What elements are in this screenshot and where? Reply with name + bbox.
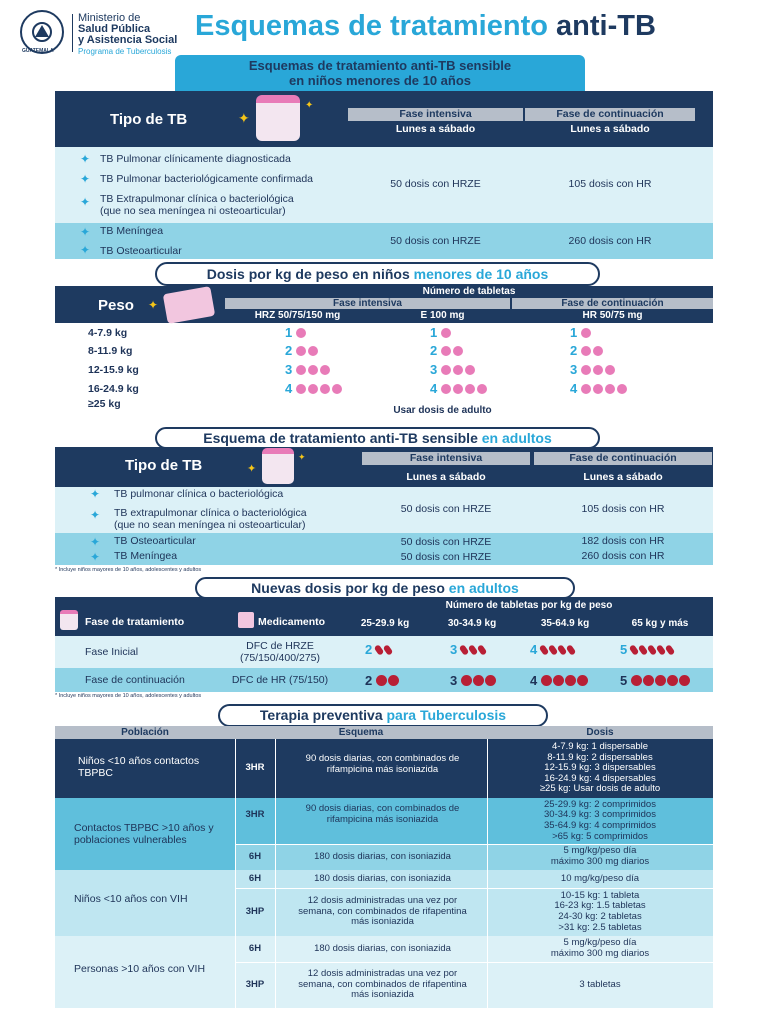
- page-title: Esquemas de tratamiento anti-TB: [195, 10, 656, 42]
- pill-icon: [477, 384, 487, 394]
- fase-intensiva-header: Fase intensiva: [362, 452, 530, 465]
- capsule-icon: [629, 644, 640, 656]
- pill-icon: [441, 328, 451, 338]
- pill-icon: [296, 346, 306, 356]
- weight-range: ≥25 kg: [88, 398, 121, 410]
- tb-type-label: TB pulmonar clínica o bacteriológica: [114, 488, 284, 500]
- star-bullet-icon: ✦: [90, 508, 101, 522]
- tablet-number: 3: [570, 362, 578, 378]
- scheme-desc: 180 dosis diarias, con isoniazida: [314, 942, 451, 954]
- weight-header: 30-34.9 kg: [447, 618, 497, 629]
- pill-icon: [453, 365, 463, 375]
- capsule-icon: [548, 644, 559, 656]
- sparkle-icon: ✦: [148, 298, 159, 312]
- tb-type-label: TB Osteoarticular: [114, 535, 196, 547]
- scheme-desc: 12 dosis administradas una vez por semana, con combinados de rifapentina más isoniazida: [298, 895, 467, 928]
- population-cell: Niños <10 años con VIH: [74, 893, 188, 906]
- dose-cell: 5 mg/kg/peso día máximo 300 mg diarios: [550, 937, 650, 959]
- section5-banner: Terapia preventiva para Tuberculosis: [218, 704, 548, 727]
- tablet-icon: [667, 675, 678, 686]
- fase-continuacion-header: Fase de continuación: [512, 298, 713, 309]
- dose-cell: 10-15 kg: 1 tableta 16-23 kg: 1.5 tabletas 24-30 kg: 2 tabletas >31 kg: 2.5 tabletas: [554, 889, 646, 933]
- pill-icon: [441, 384, 451, 394]
- tb-type-label: TB Pulmonar clínicamente diagnosticada: [100, 153, 291, 165]
- drug-header: E 100 mg: [420, 310, 465, 321]
- pill-bottle-icon: [256, 95, 300, 141]
- esquema-header: Esquema: [338, 727, 384, 738]
- tb-type-label: TB Extrapulmonar clínica o bacteriológica: [100, 193, 294, 205]
- tablet-icon: [541, 675, 552, 686]
- capsule-icon: [638, 644, 649, 656]
- tablet-icon: [679, 675, 690, 686]
- sparkle-icon: ✦: [305, 100, 314, 111]
- scheme-code: 6H: [248, 850, 262, 862]
- tablet-number: 4: [285, 381, 293, 397]
- pill-icon: [581, 384, 591, 394]
- pill-blister-icon: [238, 612, 254, 628]
- section3-tipo-label: Tipo de TB: [125, 457, 203, 474]
- dose-cell: 4-7.9 kg: 1 dispersable 8-11.9 kg: 2 dispersables 12-15.9 kg: 3 dispersables 16-24.9 kg: 4 dispersables ≥25 kg: Usar dosis de adulto: [539, 740, 661, 795]
- capsule-icon: [468, 644, 479, 656]
- phase-label: Fase Inicial: [85, 646, 139, 658]
- num-tabletas-header: Número de tabletas por kg de peso: [445, 600, 613, 611]
- weight-header: 35-64.9 kg: [540, 618, 590, 629]
- schedule-label: Lunes a sábado: [395, 123, 476, 135]
- pill-icon: [617, 384, 627, 394]
- dose-value: 50 dosis con HRZE: [400, 551, 492, 563]
- pill-icon: [593, 365, 603, 375]
- scheme-code: 3HR: [245, 762, 265, 774]
- capsule-icon: [557, 644, 568, 656]
- tablet-icon: [553, 675, 564, 686]
- pill-icon: [296, 365, 306, 375]
- pill-icon: [581, 328, 591, 338]
- tablet-count: [430, 342, 465, 360]
- tablet-icon: [473, 675, 484, 686]
- tablet-number: 1: [430, 325, 438, 341]
- tb-type-label: TB Meníngea: [100, 225, 164, 237]
- tablet-number: 4: [430, 381, 438, 397]
- tb-type-label: TB Osteoarticular: [100, 245, 182, 257]
- fase-continuacion-header: Fase de continuación: [525, 108, 695, 121]
- scheme-code: 3HP: [245, 905, 265, 917]
- star-bullet-icon: ✦: [80, 195, 91, 209]
- drug-header: HRZ 50/75/150 mg: [254, 310, 341, 321]
- tablet-icon: [631, 675, 642, 686]
- schedule-label: Lunes a sábado: [406, 471, 486, 483]
- scheme-desc: 180 dosis diarias, con isoniazida: [314, 872, 451, 884]
- tablet-count: [430, 380, 489, 398]
- tablet-count: [365, 641, 394, 659]
- sparkle-icon: ✦: [298, 452, 306, 462]
- pill-icon: [465, 384, 475, 394]
- dose-cell: 5 mg/kg/peso día máximo 300 mg diarios: [550, 845, 650, 867]
- pill-bottle-icon: [60, 610, 78, 630]
- pill-icon: [453, 384, 463, 394]
- pill-icon: [453, 346, 463, 356]
- adult-dose-note: Usar dosis de adulto: [393, 405, 492, 416]
- star-bullet-icon: ✦: [90, 550, 101, 564]
- dose-value: 50 dosis con HRZE: [390, 178, 481, 190]
- population-cell: Contactos TBPBC >10 años y poblaciones vulnerables: [74, 822, 214, 846]
- tablet-count: [430, 324, 453, 342]
- star-bullet-icon: ✦: [90, 487, 101, 501]
- scheme-code: 3HP: [245, 978, 265, 990]
- fase-intensiva-header: Fase intensiva: [348, 108, 523, 121]
- ministry-name: Ministerio de Salud Pública y Asistencia Social Programa de Tuberculosis: [78, 12, 178, 56]
- weight-header: 65 kg y más: [631, 618, 689, 629]
- tablet-number: 1: [570, 325, 578, 341]
- dose-value: 105 dosis con HR: [581, 503, 665, 515]
- tablet-count: [530, 672, 589, 690]
- pill-icon: [308, 384, 318, 394]
- tablet-count: [285, 380, 344, 398]
- pill-icon: [308, 365, 318, 375]
- tablet-count: [285, 361, 332, 379]
- pill-icon: [581, 346, 591, 356]
- tablet-icon: [643, 675, 654, 686]
- tablet-number: 2: [285, 343, 293, 359]
- tablet-count: [570, 380, 629, 398]
- tablet-count: [570, 361, 617, 379]
- tablet-icon: [461, 675, 472, 686]
- scheme-code: 6H: [248, 872, 262, 884]
- tablet-number: 4: [570, 381, 578, 397]
- star-bullet-icon: ✦: [80, 172, 91, 186]
- tablet-icon: [655, 675, 666, 686]
- tablet-number: 2: [430, 343, 438, 359]
- weight-range: 16-24.9 kg: [88, 383, 139, 395]
- dosis-header: Dosis: [586, 727, 614, 738]
- sparkle-icon: ✦: [247, 463, 257, 475]
- section2-banner: Dosis por kg de peso en niños menores de 10 años: [155, 262, 600, 286]
- tablet-number: 2: [365, 642, 373, 658]
- pill-icon: [441, 365, 451, 375]
- dose-value: 182 dosis con HR: [581, 535, 665, 547]
- tablet-number: 3: [430, 362, 438, 378]
- schedule-label: Lunes a sábado: [570, 123, 650, 135]
- tablet-count: [530, 641, 577, 659]
- tablet-number: 2: [570, 343, 578, 359]
- pill-icon: [581, 365, 591, 375]
- tablet-count: [285, 324, 308, 342]
- capsule-icon: [374, 644, 385, 656]
- tablet-number: 3: [450, 642, 458, 658]
- poblacion-header: Población: [121, 727, 169, 738]
- star-bullet-icon: ✦: [80, 243, 91, 257]
- peso-label: Peso: [98, 297, 134, 314]
- drug-label: (75/150/400/275): [240, 652, 320, 664]
- quetzal-emblem-icon: [27, 17, 57, 47]
- dose-value: 50 dosis con HRZE: [390, 235, 481, 247]
- tablet-icon: [485, 675, 496, 686]
- tablet-count: [620, 672, 691, 690]
- weight-range: 8-11.9 kg: [88, 345, 133, 357]
- capsule-icon: [477, 644, 488, 656]
- tablet-count: [570, 342, 605, 360]
- scheme-desc: 90 dosis diarias, con combinados de rifampicina más isoniazida: [305, 753, 460, 775]
- tablet-number: 3: [450, 673, 458, 689]
- pill-icon: [605, 365, 615, 375]
- capsule-icon: [539, 644, 550, 656]
- section1-banner: Esquemas de tratamiento anti-TB sensible en niños menores de 10 años: [175, 55, 585, 91]
- weight-range: 4-7.9 kg: [88, 327, 128, 339]
- capsule-icon: [566, 644, 577, 656]
- tablet-number: 5: [620, 642, 628, 658]
- tablet-number: 4: [530, 673, 538, 689]
- capsule-icon: [656, 644, 667, 656]
- pill-icon: [332, 384, 342, 394]
- fase-continuacion-header: Fase de continuación: [534, 452, 712, 465]
- pill-icon: [320, 365, 330, 375]
- medicamento-header: Medicamento: [258, 616, 326, 628]
- tablet-count: [620, 641, 676, 659]
- dose-value: 260 dosis con HR: [568, 235, 652, 247]
- section1-tipo-label: Tipo de TB: [110, 111, 188, 128]
- pill-bottle-icon: [262, 448, 294, 484]
- pill-icon: [296, 328, 306, 338]
- scheme-desc: 90 dosis diarias, con combinados de rifampicina más isoniazida: [305, 803, 460, 825]
- capsule-icon: [647, 644, 658, 656]
- pill-icon: [441, 346, 451, 356]
- drug-label: DFC de HR (75/150): [231, 674, 329, 686]
- dose-value: 50 dosis con HRZE: [400, 536, 492, 548]
- num-tabletas-header: Número de tabletas: [422, 286, 516, 297]
- dose-value: 50 dosis con HRZE: [400, 503, 492, 515]
- tb-type-note: (que no sean meníngea ni osteoarticular): [114, 519, 306, 531]
- dose-value: 260 dosis con HR: [581, 550, 665, 562]
- capsule-icon: [459, 644, 470, 656]
- schedule-label: Lunes a sábado: [583, 471, 663, 483]
- tablet-icon: [577, 675, 588, 686]
- dose-cell: 10 mg/kg/peso día: [560, 872, 640, 884]
- tablet-number: 1: [285, 325, 293, 341]
- tb-type-label: TB extrapulmonar clínica o bacteriológica: [114, 507, 307, 519]
- capsule-icon: [665, 644, 676, 656]
- fase-intensiva-header: Fase intensiva: [225, 298, 510, 309]
- tablet-icon: [565, 675, 576, 686]
- tablet-count: [450, 641, 488, 659]
- star-bullet-icon: ✦: [80, 152, 91, 166]
- tb-type-note: (que no sea meníngea ni osteoarticular): [100, 205, 286, 217]
- dose-cell: 25-29.9 kg: 2 comprimidos 30-34.9 kg: 3 comprimidos 35-64.9 kg: 4 comprimidos >65 kg: 5 comprimidos: [544, 798, 656, 842]
- phase-label: Fase de continuación: [85, 674, 185, 686]
- tablet-number: 3: [285, 362, 293, 378]
- tablet-count: [285, 342, 320, 360]
- scheme-code: 3HR: [245, 809, 265, 821]
- population-cell: Personas >10 años con VIH: [74, 963, 206, 976]
- scheme-desc: 12 dosis administradas una vez por semana, con combinados de rifapentina más isoniazida: [298, 968, 467, 1001]
- tablet-count: [450, 672, 497, 690]
- sparkle-icon: ✦: [238, 110, 250, 126]
- star-bullet-icon: ✦: [90, 535, 101, 549]
- pill-icon: [593, 346, 603, 356]
- tablet-icon: [388, 675, 399, 686]
- pill-icon: [593, 384, 603, 394]
- population-cell: Niños <10 años contactos TBPBC: [78, 754, 200, 779]
- weight-range: 12-15.9 kg: [88, 364, 139, 376]
- tb-type-label: TB Pulmonar bacteriológicamente confirmada: [100, 173, 314, 185]
- star-bullet-icon: ✦: [80, 225, 91, 239]
- tablet-count: [570, 324, 593, 342]
- tablet-count: [430, 361, 477, 379]
- pill-icon: [296, 384, 306, 394]
- scheme-desc: 180 dosis diarias, con isoniazida: [314, 850, 451, 862]
- tablet-number: 5: [620, 673, 628, 689]
- tablet-icon: [376, 675, 387, 686]
- tablet-number: 4: [530, 642, 538, 658]
- fase-tratamiento-header: Fase de tratamiento: [85, 616, 185, 628]
- tb-type-label: TB Meníngea: [114, 550, 178, 562]
- footnote: * Incluye niños mayores de 10 años, adolescentes y adultos: [55, 693, 202, 699]
- drug-label: DFC de HRZE: [246, 640, 314, 652]
- section3-banner: Esquema de tratamiento anti-TB sensible en adultos: [155, 427, 600, 449]
- pill-icon: [308, 346, 318, 356]
- section4-banner: Nuevas dosis por kg de peso en adultos: [195, 577, 575, 599]
- drug-header: HR 50/75 mg: [582, 310, 643, 321]
- tablet-number: 2: [365, 673, 373, 689]
- dose-cell: 3 tabletas: [579, 978, 621, 990]
- footnote: * Incluye niños mayores de 10 años, adolescentes y adultos: [55, 567, 202, 573]
- scheme-code: 6H: [248, 942, 262, 954]
- seal-text: GUATEMALA: [22, 48, 54, 54]
- weight-header: 25-29.9 kg: [360, 618, 410, 629]
- pill-icon: [465, 365, 475, 375]
- capsule-icon: [383, 644, 394, 656]
- pill-icon: [320, 384, 330, 394]
- dose-value: 105 dosis con HR: [568, 178, 652, 190]
- pill-icon: [605, 384, 615, 394]
- tablet-count: [365, 672, 400, 690]
